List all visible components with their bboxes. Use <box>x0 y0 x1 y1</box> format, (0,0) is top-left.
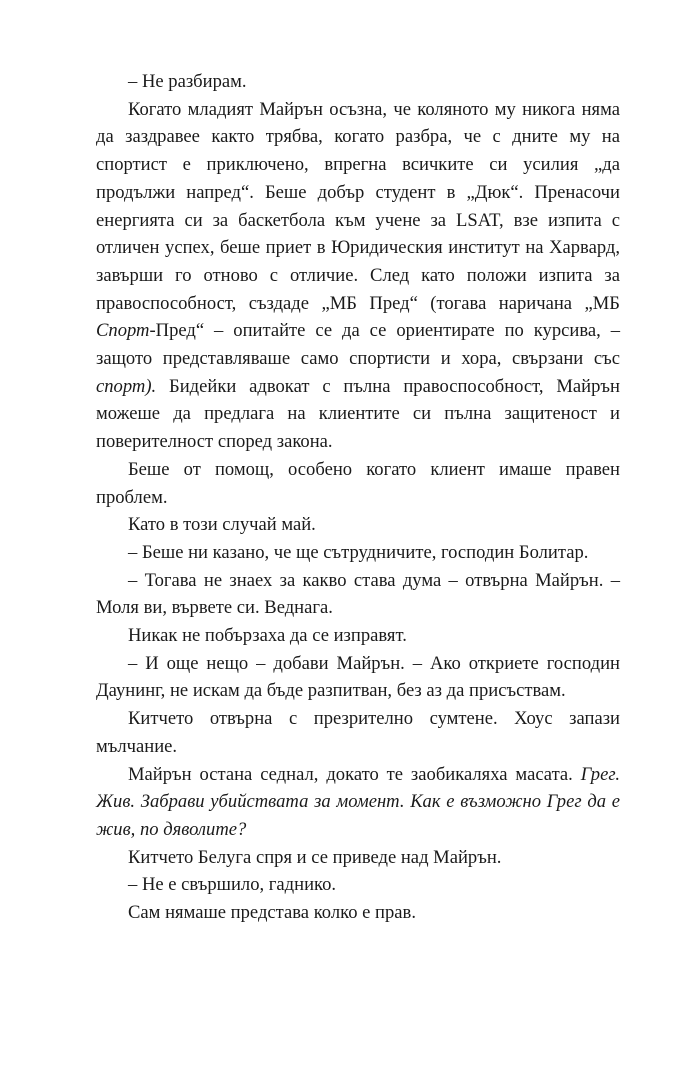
text-run: – Не е свършило, гаднико. <box>128 874 337 896</box>
text-run: Пред“ – опитайте се да се ориентирате по курсива, – защото представляваше само спортисти и хора, свързани със <box>96 320 620 370</box>
paragraph <box>96 705 620 760</box>
text-run: – Не разбирам. <box>128 71 247 92</box>
text-run: Майрън остана седнал, докато те заобикаляха масата. <box>128 763 581 785</box>
text-run: Сам нямаше представа колко е прав. <box>128 902 416 924</box>
text-run: Бидейки адвокат с пълна правоспособност, Майрън можеше да предлага на клиентите си пълна защитеност и поверителност според закона. <box>96 375 620 453</box>
paragraph <box>96 567 620 622</box>
text-run: – Беше ни казано, че ще сътрудничите, господин Болитар. <box>128 541 589 563</box>
paragraph <box>96 899 620 927</box>
paragraph <box>96 96 620 456</box>
paragraph <box>96 456 620 511</box>
paragraph <box>96 650 620 705</box>
text-run: – Тогава не знаех за какво става дума – отвърна Майрън. – Моля ви, вървете си. Веднага. <box>96 569 620 619</box>
text-run: Китчето отвърна с презрително сумтене. Хоус запази мълчание. <box>96 708 620 757</box>
italic-run: спорт). <box>96 375 157 397</box>
text-run: Беше от помощ, особено когато клиент имаше правен проблем. <box>96 458 620 508</box>
text-run: Никак не побързаха да се изправят. <box>128 625 407 647</box>
italic-run: Грег. Жив. Забрави убийствата за момент. Как е възможно Грег да е жив, по дяволите? <box>96 763 620 840</box>
paragraph <box>96 539 620 567</box>
body-text <box>96 68 620 927</box>
paragraph <box>96 844 620 872</box>
italic-run: Спорт- <box>96 320 156 342</box>
text-run: Китчето Белуга спря и се приведе над Майрън. <box>128 846 502 868</box>
paragraph <box>96 68 620 96</box>
paragraph <box>96 761 620 844</box>
paragraph <box>96 511 620 539</box>
paragraph <box>96 871 620 899</box>
paragraph <box>96 622 620 650</box>
text-run: – И още нещо – добави Майрън. – Ако откриете господин Даунинг, не искам да бъде разпитван, без аз да присъствам. <box>96 652 620 702</box>
text-run: Като в този случай май. <box>128 514 316 536</box>
text-run: Когато младият Майрън осъзна, че коляното му никога няма да заздравее както трябва, когато разбра, че с дните му на спортист е приключено, впрегна всичките си усилия „да продължи напред“. Беше добър студент в „Дюк“. Пренасочи енергията си за баскетбола към учене за LSAT, взе изпита с отличен успех, беше приет в Юридическия институт на Харвард, завърши го отново с отличие. След като положи изпита за правоспособност, създаде „МБ Пред“ (тогава наричана „МБ <box>96 98 620 314</box>
